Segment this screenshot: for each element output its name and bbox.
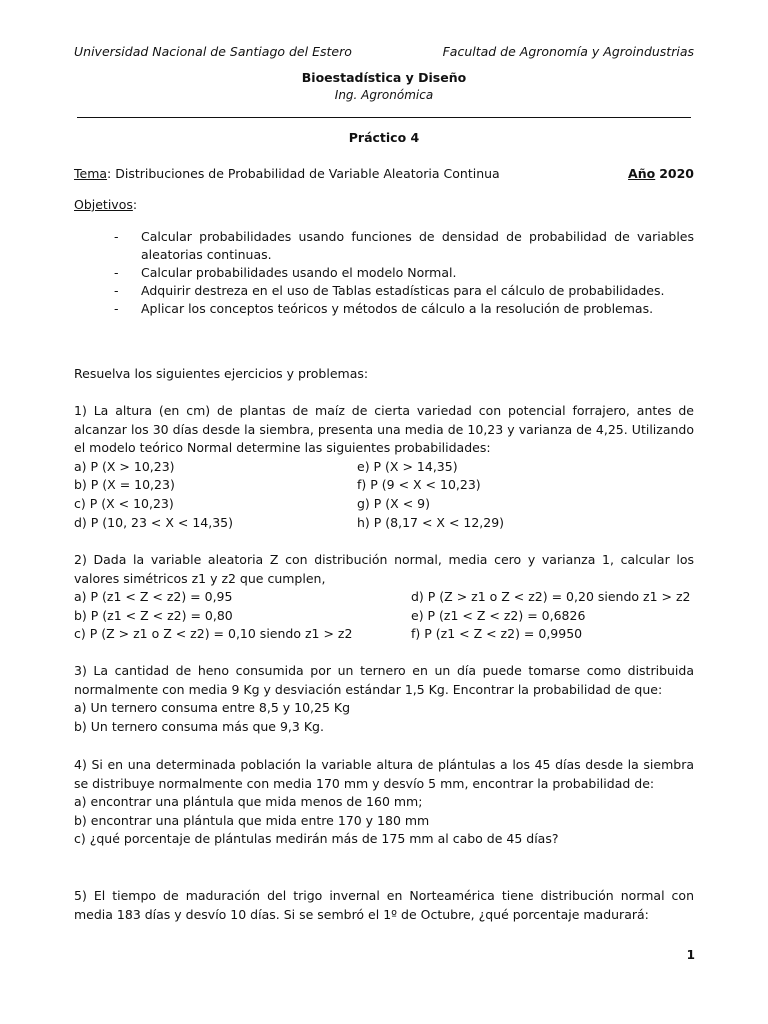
exercise-2 (74, 551, 694, 644)
career-name: Ing. Agronómica (334, 88, 434, 102)
university-name: Universidad Nacional de Santiago del Estero (74, 44, 352, 59)
objective-item: - Calcular probabilidades usando funciones de densidad de probabilidad de variables aleatorias continuas. (114, 229, 694, 262)
exercise-2-row: b) P (z1 < Z < z2) = 0,80 e) P (z1 < Z < z2) = 0,6826 (74, 607, 586, 623)
exercise-1-intro: 1) La altura (en cm) de plantas de maíz de cierta variedad con potencial forrajero, antes de alcanzar los 30 días desde la siembra, presenta una media de 10,23 y varianza de 4,25. Utilizando el modelo teórico Normal determine las siguientes probabilidades: (74, 403, 694, 456)
header-divider (77, 117, 691, 118)
theme-label: Tema (74, 166, 108, 181)
exercise-2-intro: 2) Dada la variable aleatoria Z con distribución normal, media cero y varianza 1, calcular los valores simétricos z1 y z2 que cumplen, (74, 552, 694, 586)
practice-title: Práctico 4 (348, 130, 420, 145)
objective-item: - Aplicar los conceptos teóricos y métodos de cálculo a la resolución de problemas. (114, 301, 654, 316)
exercise-2-row: a) P (z1 < Z < z2) = 0,95 d) P (Z > z1 o Z < z2) = 0,20 siendo z1 > z2 (74, 589, 691, 605)
instructions: Resuelva los siguientes ejercicios y problemas: (74, 366, 369, 381)
exercise-4-intro: 4) Si en una determinada población la variable altura de plántulas a los 45 días desde la siembra se distribuye normalmente con media 170 mm y desvío 5 mm, encontrar la probabilidad de: (74, 757, 694, 791)
year-value: 2020 (659, 166, 694, 181)
year (628, 166, 694, 181)
objective-item: - Calcular probabilidades usando el modelo Normal. (114, 265, 457, 280)
exercise-1-row: a) P (X > 10,23) e) P (X > 14,35) (74, 458, 458, 474)
exercise-4-item: b) encontrar una plántula que mida entre 170 y 180 mm (74, 812, 430, 828)
exercise-4 (74, 756, 694, 849)
page-number: 1 (686, 948, 695, 962)
exercise-1-row: c) P (X < 10,23) g) P (X < 9) (74, 495, 430, 511)
theme-text: Distribuciones de Probabilidad de Variable Aleatoria Continua (115, 166, 500, 181)
exercise-3 (74, 662, 694, 736)
objectives-list (114, 228, 694, 318)
exercise-5-intro: 5) El tiempo de maduración del trigo invernal en Norteamérica tiene distribución normal con media 183 días y desvío 10 días. Si se sembró el 1º de Octubre, ¿qué porcentaje madurará: (74, 888, 694, 922)
faculty-name: Facultad de Agronomía y Agroindustrias (442, 44, 694, 59)
exercise-1-row: d) P (10, 23 < X < 14,35) h) P (8,17 < X < 12,29) (74, 514, 505, 530)
course-title: Bioestadística y Diseño (301, 70, 467, 85)
objective-item: - Adquirir destreza en el uso de Tablas estadísticas para el cálculo de probabilidades. (114, 283, 665, 298)
objectives-title: Objetivos (74, 197, 133, 212)
year-label: Año (628, 166, 656, 181)
exercise-4-item: a) encontrar una plántula que mida menos de 160 mm; (74, 794, 423, 810)
theme-row: Tema: Distribuciones de Probabilidad de Variable Aleatoria Continua Año 2020 (74, 166, 694, 181)
exercise-3-intro: 3) La cantidad de heno consumida por un ternero en un día puede tomarse como distribuida normalmente con media 9 Kg y desviación estándar 1,5 Kg. Encontrar la probabilidad de que: (74, 663, 694, 697)
exercise-3-item: b) Un ternero consuma más que 9,3 Kg. (74, 718, 324, 734)
exercise-3-item: a) Un ternero consuma entre 8,5 y 10,25 Kg (74, 700, 351, 716)
exercise-1 (74, 402, 694, 532)
exercise-2-row: c) P (Z > z1 o Z < z2) = 0,10 siendo z1 > z2 f) P (z1 < Z < z2) = 0,9950 (74, 626, 583, 642)
exercise-4-item: c) ¿qué porcentaje de plántulas medirán más de 175 mm al cabo de 45 días? (74, 831, 559, 847)
objectives-heading: Objetivos: (74, 197, 138, 212)
exercise-5 (74, 887, 694, 924)
exercise-1-row: b) P (X = 10,23) f) P (9 < X < 10,23) (74, 477, 481, 493)
